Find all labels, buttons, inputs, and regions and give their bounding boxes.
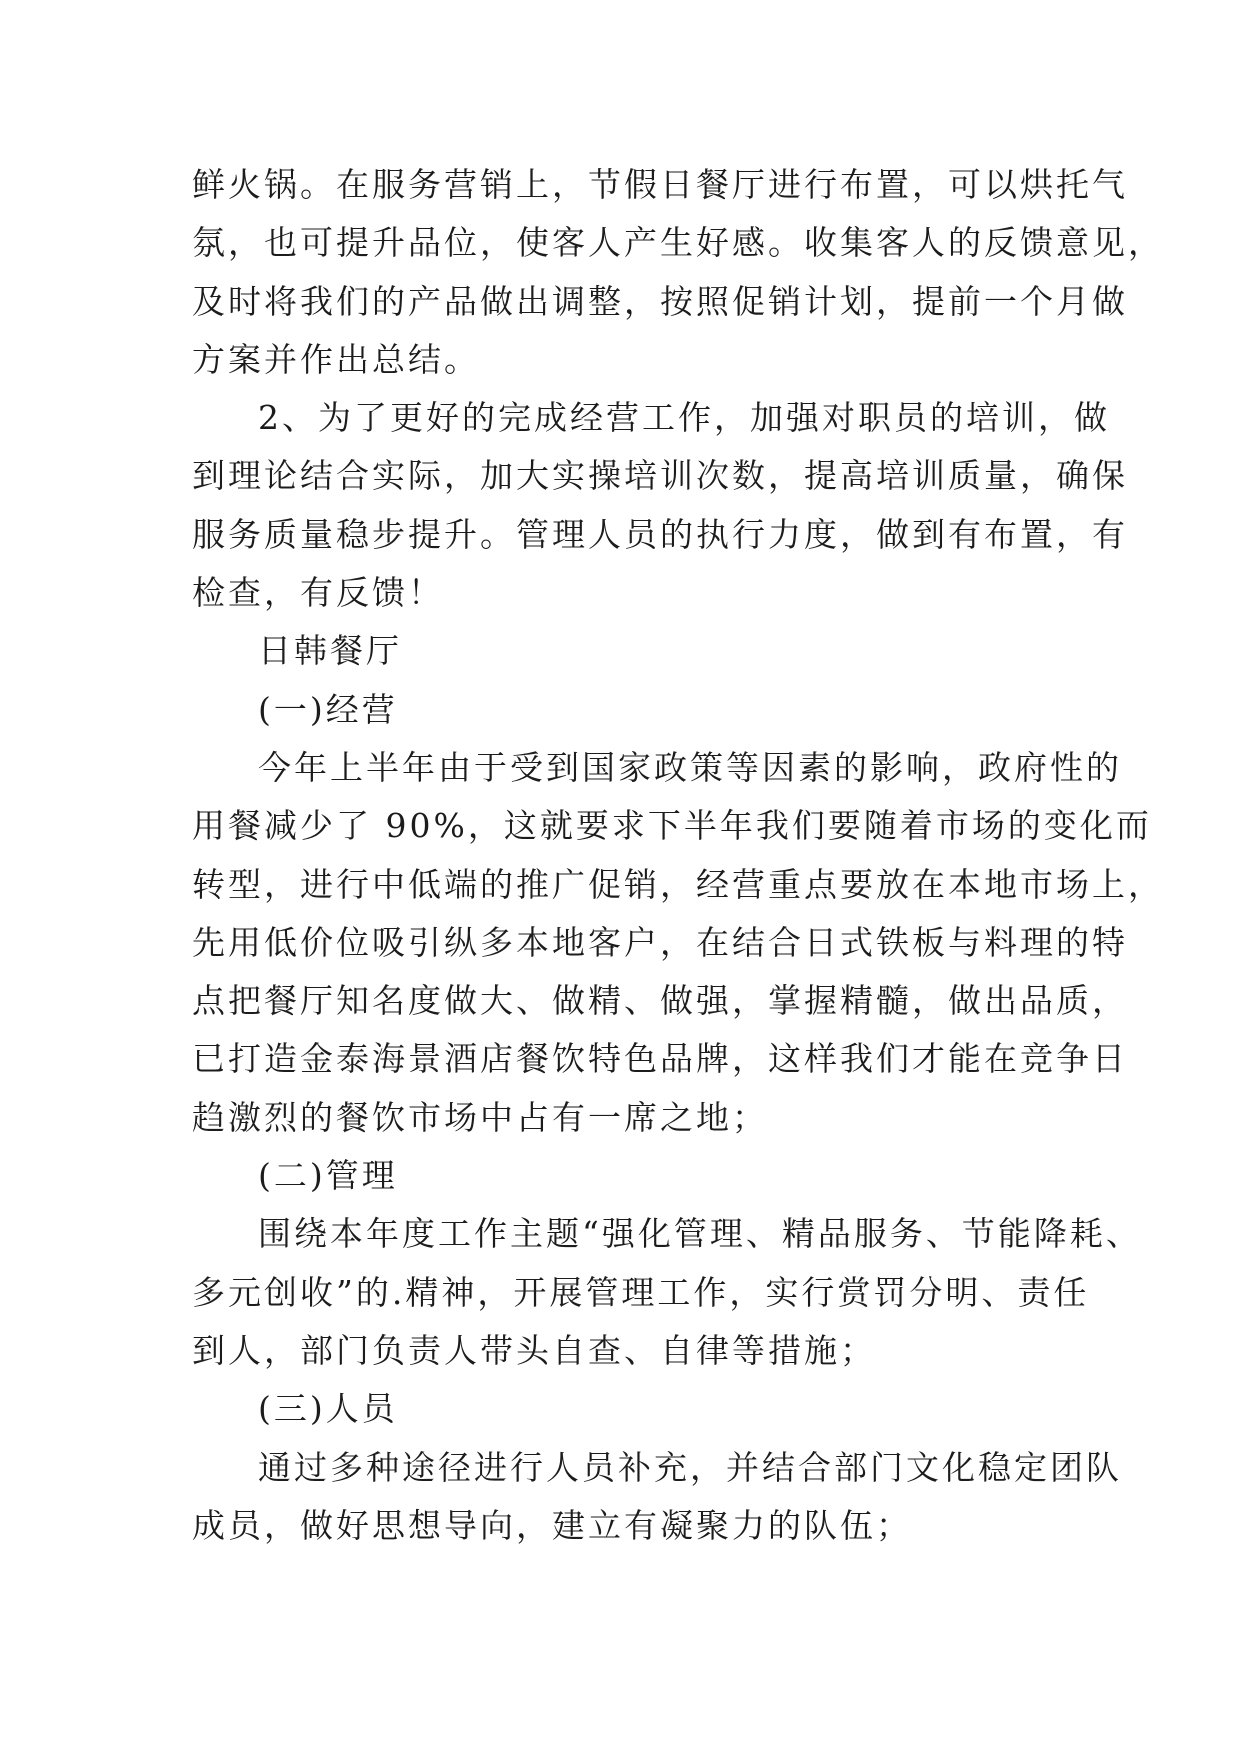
text-line: 趋激烈的餐饮市场中占有一席之地； — [192, 1097, 768, 1137]
text-line: 多元创收”的.精神，开展管理工作，实行赏罚分明、责任 — [192, 1272, 1090, 1312]
text-line: 已打造金泰海景酒店餐饮特色品牌，这样我们才能在竞争日 — [192, 1039, 1128, 1079]
text-line: 通过多种途径进行人员补充，并结合部门文化稳定团队 — [258, 1447, 1122, 1487]
text-line: 今年上半年由于受到国家政策等因素的影响，政府性的 — [258, 747, 1122, 787]
text-line: 转型，进行中低端的推广促销，经营重点要放在本地市场上， — [192, 864, 1164, 904]
text-line: 到理论结合实际，加大实操培训次数，提高培训质量，确保 — [192, 456, 1128, 496]
text-line: 鲜火锅。在服务营销上，节假日餐厅进行布置，可以烘托气 — [192, 165, 1128, 204]
text-line: 用餐减少了 90%，这就要求下半年我们要随着市场的变化而 — [192, 806, 1152, 846]
text-line: 2、为了更好的完成经营工作，加强对职员的培训，做 — [258, 398, 1110, 438]
text-line: 点把餐厅知名度做大、做精、做强，掌握精髓，做出品质， — [192, 981, 1128, 1021]
text-line: 方案并作出总结。 — [192, 339, 480, 379]
subsection-heading: (二)管理 — [258, 1156, 398, 1196]
subsection-heading: (三)人员 — [258, 1389, 398, 1429]
text-line: 到人，部门负责人带头自查、自律等措施； — [192, 1330, 876, 1370]
text-line: 先用低价位吸引纵多本地客户，在结合日式铁板与料理的特 — [192, 922, 1128, 962]
section-heading: 日韩餐厅 — [258, 631, 402, 671]
document-body — [192, 156, 1164, 1555]
text-line: 及时将我们的产品做出调整，按照促销计划，提前一个月做 — [192, 281, 1128, 321]
text-line: 检查，有反馈！ — [192, 573, 444, 613]
subsection-heading: (一)经营 — [258, 689, 398, 729]
text-line: 成员，做好思想导向，建立有凝聚力的队伍； — [192, 1505, 912, 1545]
text-line: 服务质量稳步提升。管理人员的执行力度，做到有布置，有 — [192, 514, 1128, 554]
text-line: 氛，也可提升品位，使客人产生好感。收集客人的反馈意见， — [192, 223, 1164, 263]
text-line: 围绕本年度工作主题“强化管理、精品服务、节能降耗、 — [258, 1214, 1142, 1254]
